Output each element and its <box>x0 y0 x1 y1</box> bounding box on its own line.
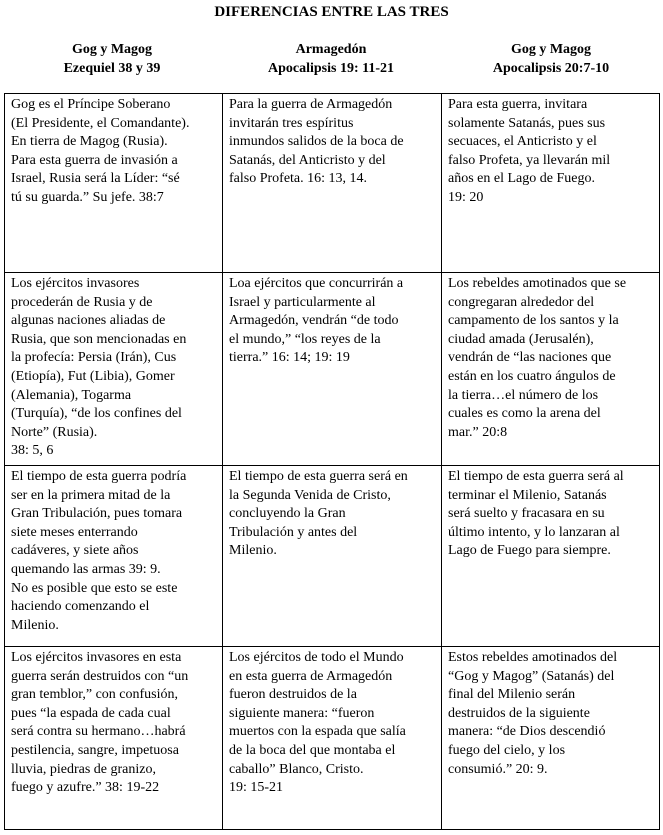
table-cell: Para esta guerra, invitara solamente Satanás, pues sus secuaces, el Anticristo y el falso Profeta, ya llevarán mil años en el Lago de Fuego. 19: 20 <box>442 94 660 273</box>
column-header-line: Gog y Magog <box>71 42 153 57</box>
table-cell: Los ejércitos de todo el Mundo en esta guerra de Armagedón fueron destruidos de la siguiente manera: “fueron muertos con la espada que salía de la boca del que montaba el caballo” Blanco, Cristo. 19: 15-21 <box>223 647 442 830</box>
table-cell: Estos rebeldes amotinados del “Gog y Magog” (Satanás) del final del Milenio serán destruidos de la siguiente manera: “de Dios descendió fuego del cielo, y los consumió.” 20: 9. <box>442 647 660 830</box>
table-row <box>5 647 660 830</box>
table-cell: El tiempo de esta guerra podría ser en la primera mitad de la Gran Tribulación, pues tomara siete meses enterrando cadáveres, y siete años quemando las armas 39: 9. No es posible que esto se este haciendo comenzando el Milenio. <box>5 466 223 647</box>
column-header-line: Apocalipsis 19: 11-21 <box>267 61 394 76</box>
table-cell: Para la guerra de Armagedón invitarán tres espíritus inmundos salidos de la boca de Satanás, del Anticristo y del falso Profeta. 16: 13, 14. <box>223 94 442 273</box>
column-header-line: Ezequiel 38 y 39 <box>63 61 161 76</box>
column-header-line: Apocalipsis 20:7-10 <box>492 61 610 76</box>
table-cell: Gog es el Príncipe Soberano (El Presidente, el Comandante). En tierra de Magog (Rusia). Para esta guerra de invasión a Israel, Rusia será la Líder: “sé tú su guarda.” Su jefe. 38:7 <box>5 94 223 273</box>
table-cell: El tiempo de esta guerra será en la Segunda Venida de Cristo, concluyendo la Gran Tribulación y antes del Milenio. <box>223 466 442 647</box>
column-header-armagedon <box>222 40 440 78</box>
table-row <box>5 94 660 273</box>
table-cell: Los ejércitos invasores procederán de Rusia y de algunas naciones aliadas de Rusia, que son mencionadas en la profecía: Persia (Irán), Cus (Etiopía), Fut (Libia), Gomer (Alemania), Togarma (Turquía), “de los confines del Norte” (Rusia). 38: 5, 6 <box>5 273 223 466</box>
column-header-gog-magog-ezequiel <box>4 40 220 78</box>
document-title: DIFERENCIAS ENTRE LAS TRES <box>214 4 449 20</box>
column-header-line: Gog y Magog <box>510 42 592 57</box>
table-row <box>5 273 660 466</box>
column-header-gog-magog-apocalipsis <box>442 40 660 78</box>
table-row <box>5 466 660 647</box>
table-cell: Los rebeldes amotinados que se congregaran alrededor del campamento de los santos y la ciudad amada (Jerusalén), vendrán de “las naciones que están en los cuatro ángulos de la tierra…el número de los cuales es como la arena del mar.” 20:8 <box>442 273 660 466</box>
table-cell: Loa ejércitos que concurrirán a Israel y particularmente al Armagedón, vendrán “de todo el mundo,” “los reyes de la tierra.” 16: 14; 19: 19 <box>223 273 442 466</box>
column-header-line: Armagedón <box>295 42 367 57</box>
comparison-table <box>4 93 660 830</box>
table-cell: Los ejércitos invasores en esta guerra serán destruidos con “un gran temblor,” con confusión, pues “la espada de cada cual será contra su hermano…habrá pestilencia, sangre, impetuosa lluvia, piedras de granizo, fuego y azufre.” 38: 19-22 <box>5 647 223 830</box>
table-cell: El tiempo de esta guerra será al terminar el Milenio, Satanás será suelto y fracasara en su último intento, y lo lanzaran al Lago de Fuego para siempre. <box>442 466 660 647</box>
